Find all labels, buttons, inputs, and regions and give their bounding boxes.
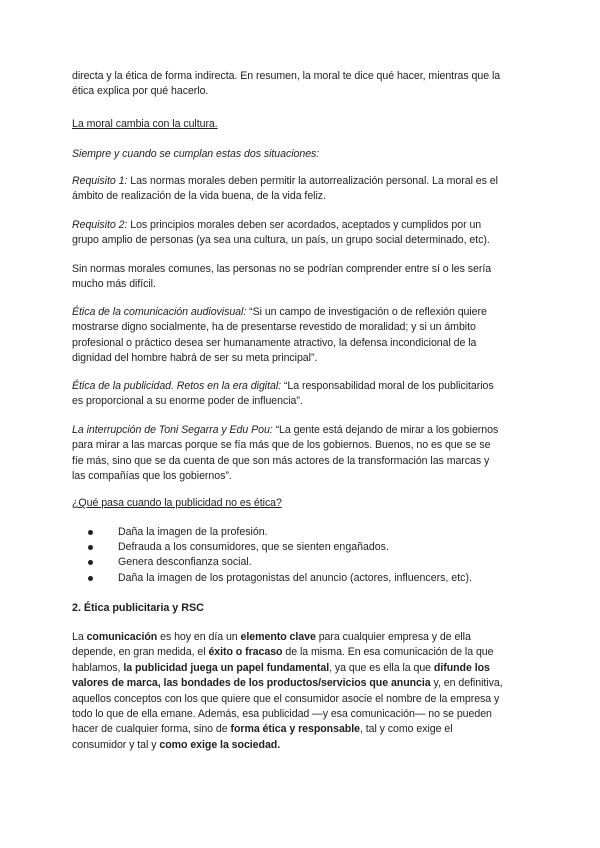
- text-segment: hablamos,: [72, 661, 124, 674]
- text-line: mostrarse digno socialmente, ha de presentarse revestido de moralidad; y si un ámbito: [72, 321, 476, 334]
- bold-text: como exige la sociedad.: [159, 738, 281, 751]
- quote-source-label: Ética de la publicidad. Retos en la era digital:: [72, 380, 282, 392]
- bold-text: forma ética y responsable: [230, 723, 360, 736]
- text-segment: Las normas morales deben permitir la autorrealización personal. La moral es el: [127, 175, 498, 187]
- text-segment: hacer de cualquier forma, sino de: [72, 723, 231, 736]
- quote-source-label: Ética de la comunicación audiovisual:: [72, 306, 247, 318]
- list-item: Defrauda a los consumidores, que se sienten engañados.: [72, 540, 472, 555]
- paragraph-intro: [72, 69, 528, 100]
- text-line: ámbito de realización de la vida buena, de la vida feliz.: [72, 190, 326, 203]
- requisito-2-label: Requisito 2:: [72, 219, 128, 231]
- paragraph-requisito-1: [72, 174, 528, 205]
- paragraph-requisito-2: [72, 218, 528, 249]
- subheading-moral-culture: La moral cambia con la cultura.: [72, 118, 218, 130]
- text-segment: y, en definitiva,: [430, 677, 503, 690]
- paragraph-comunicacion: [72, 630, 528, 753]
- bold-text: la publicidad juega un papel fundamental: [123, 661, 330, 674]
- bold-text: valores de marca, las bondades de los productos/servicios que anuncia: [72, 677, 431, 690]
- text-segment: de la misma. En esa comunicación de la que: [282, 646, 494, 659]
- text-line: es proporcional a su enorme poder de influencia”.: [72, 395, 303, 408]
- text-line: dignidad del hombre habrá de ser su meta principal”.: [72, 352, 318, 365]
- section-heading: 2. Ética publicitaria y RSC: [72, 602, 204, 614]
- text-line: directa y la ética de forma indirecta. En resumen, la moral te dice qué hacer, mientras que la: [72, 70, 501, 82]
- text-line: para mirar a las marcas porque se fía más que de los gobiernos. Buenos, no es que se se: [72, 439, 491, 452]
- text-line: aquellos conceptos con los que quiere que el consumidor asocie el nombre de la empresa y: [72, 692, 500, 705]
- text-segment: , tal y como exige el: [359, 723, 453, 736]
- text-segment: , ya que es ella la que: [329, 661, 434, 674]
- consequences-list: [72, 525, 472, 586]
- list-item: Daña la imagen de los protagonistas del anuncio (actores, influencers, etc).: [72, 571, 472, 586]
- text-line: fíe más, sino que se da cuenta de que son más actores de la transformación las marcas y: [72, 454, 490, 467]
- bold-text: éxito o fracaso: [208, 646, 283, 659]
- text-line: mucho más difícil.: [72, 278, 156, 291]
- bullet-icon: [88, 545, 93, 550]
- paragraph-conditions: Siempre y cuando se cumplan estas dos situaciones:: [72, 148, 320, 160]
- subheading-no-etica: ¿Qué pasa cuando la publicidad no es ética?: [72, 497, 282, 509]
- text-line: Sin normas morales comunes, las personas no se podrían comprender entre sí o les sería: [72, 263, 492, 275]
- text-segment: consumidor y tal y: [72, 738, 160, 751]
- bold-text: comunicación: [86, 631, 158, 643]
- bullet-icon: [88, 560, 93, 565]
- text-line: profesional o práctico desea ser humanamente atractivo, la defensa incondicional de la: [72, 336, 477, 349]
- text-segment: “Si un campo de investigación o de reflexión quiere: [246, 306, 487, 318]
- paragraph-interrupcion: [72, 423, 528, 485]
- text-line: grupo amplio de personas (ya sea una cultura, un país, un grupo social determinado, etc).: [72, 234, 490, 247]
- text-segment: para cualquier empresa y de ella: [315, 631, 471, 643]
- list-item: Daña la imagen de la profesión.: [72, 525, 472, 540]
- bold-text: elemento clave: [240, 631, 316, 643]
- requisito-1-label: Requisito 1:: [72, 175, 128, 187]
- paragraph-etica-publicidad: [72, 379, 528, 410]
- text-segment: depende, en gran medida, el: [72, 646, 209, 659]
- list-item: Genera desconfianza social.: [72, 555, 472, 570]
- quote-source-label: La interrupción de Toni Segarra y Edu Pou:: [72, 424, 273, 436]
- bullet-icon: [88, 576, 93, 581]
- bullet-icon: [88, 530, 93, 535]
- paragraph-etica-audiovisual: [72, 305, 528, 367]
- bold-text: difunde los: [433, 661, 490, 674]
- paragraph-common-norms: [72, 262, 528, 293]
- text-segment: es hoy en día un: [157, 631, 241, 643]
- text-line: todo lo que de ella emane. Además, esa publicidad —y esa comunicación— no se pueden: [72, 708, 492, 721]
- text-segment: “La gente está dejando de mirar a los gobiernos: [272, 424, 499, 436]
- text-line: las compañías que los gobiernos”.: [72, 470, 232, 483]
- text-segment: La: [72, 631, 87, 643]
- text-line: ética explica por qué hacerlo.: [72, 85, 209, 98]
- text-segment: Los principios morales deben ser acordados, aceptados y cumplidos por un: [127, 219, 482, 231]
- text-segment: “La responsabilidad moral de los publicitarios: [281, 380, 494, 392]
